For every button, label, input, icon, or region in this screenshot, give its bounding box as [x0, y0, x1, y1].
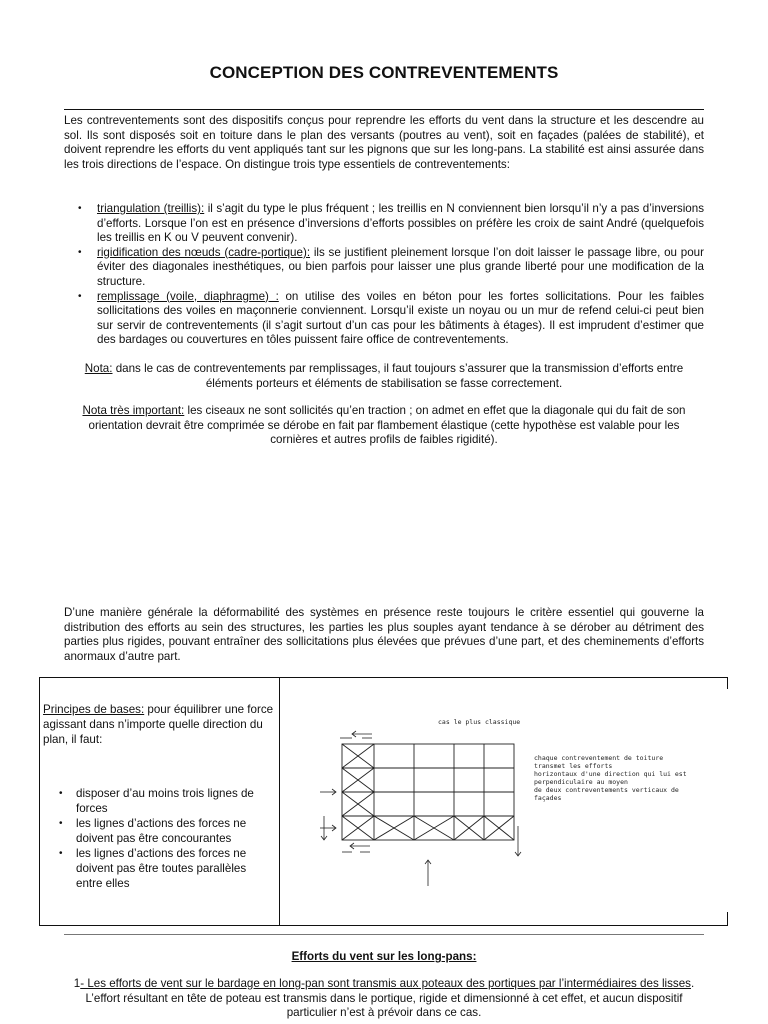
section-title: Efforts du vent sur les long-pans: — [291, 950, 477, 963]
page-title: CONCEPTION DES CONTREVENTEMENTS — [209, 63, 559, 82]
list-item — [64, 290, 704, 348]
bracing-grid — [342, 744, 514, 840]
nota-paragraph — [64, 362, 704, 391]
bullet-text: ils se justifient pleinement lorsque l’on doit laisser le passage libre, ou pour éviter des diagonales inesthétiques, ou bien parfois pour laisser une plus grande liberté pour une modification de la structure. — [97, 245, 704, 288]
deformability-paragraph: D’une manière générale la déformabilité des systèmes en présence reste toujours le critère essentiel qui gouverne la distribution des efforts au sein des structures, les parties les plus souples ayant tendance à se dérober au détriment des parties plus rigides, pouvant entraîner des sollicitations plus élevées que prévues d’une part, et des cheminements d’efforts anormaux d’autre part. — [64, 606, 704, 663]
intro-paragraph: Les contreventements sont des dispositifs conçus pour reprendre les efforts du vent dans la structure et les descendre au sol. Ils sont disposés soit en toiture dans le plan des versants (poutres au vent), soit en façades (palées de stabilité), et doivent reprendre les efforts du vent appliqués tant sur les pignons que sur les long-pans. La stabilité est ainsi assurée dans les trois directions de l’espace. On distingue trois type essentiels de contreventements: — [64, 114, 704, 171]
bullet-term: triangulation (treillis): — [97, 202, 205, 215]
diagram-caption: cas le plus classique — [438, 718, 521, 726]
list-item: • les lignes d’actions des forces ne doivent pas être toutes parallèles entre elles — [43, 846, 275, 891]
paragraph-underlined: - Les efforts de vent sur le bardage en long-pan sont transmis aux poteaux des portiques par l’intermédiaires des lisses — [80, 977, 691, 990]
list-item: • disposer d’au moins trois lignes de forces — [43, 786, 275, 816]
principles-label: Principes de bases: — [43, 703, 145, 716]
paragraph-number: 1 — [73, 977, 81, 990]
arrow-right-icon — [320, 789, 336, 831]
bracing-diagram — [290, 700, 722, 900]
long-pan-paragraph — [64, 977, 704, 1021]
arrow-up-icon — [425, 860, 431, 886]
principles-text: pour équilibrer une force agissant dans n’importe quelle direction du plan, il faut: — [43, 703, 274, 746]
bullet-term: rigidification des nœuds (cadre-portique): — [97, 245, 311, 259]
list-item: • les lignes d’actions des forces ne doivent pas être concourantes — [43, 816, 275, 846]
diagram-note-line: perpendiculaire au moyen — [534, 778, 628, 786]
diagram-note-line: chaque contreventement de toiture — [534, 754, 664, 762]
table-top-border — [280, 677, 728, 678]
table-right-border-bottom — [727, 912, 728, 926]
section-divider — [64, 934, 704, 935]
arrow-left-icon — [342, 843, 370, 852]
table-bottom-border — [280, 925, 728, 926]
paragraph-text: . L’effort résultant en tête de poteau est transmis dans le portique, rigide et dimensionné à cet effet, et aucun dispositif particulier n’est à prévoir dans ce cas. — [85, 977, 695, 1020]
diagram-note-line: de deux contreventements verticaux de — [534, 786, 679, 794]
list-item — [64, 202, 704, 246]
principles-intro — [43, 702, 275, 747]
diagram-note — [534, 754, 687, 802]
bracing-types-list — [64, 202, 704, 348]
bullet-text: il s’agit du type le plus fréquent ; les treillis en N conviennent bien lorsqu’il n’y a pas d’inversions d’efforts. Lorsque l’on est en présence d’inversions d’efforts possibles on préfère les croix de saint André (quelquefois les treillis en K ou V peuvent convenir). — [97, 202, 704, 245]
diagram-note-line: transmet les efforts — [534, 762, 613, 770]
list-item — [64, 246, 704, 290]
diagram-note-line: horizontaux d'une direction qui lui est — [534, 770, 687, 778]
title-divider — [64, 109, 704, 110]
bullet-term: remplissage (voile, diaphragme) : — [97, 289, 279, 303]
nota-important-label: Nota très important: — [82, 404, 185, 417]
nota-text: dans le cas de contreventements par remplissages, il faut toujours s’assurer que la transmission d’efforts entre éléments porteurs et éléments de stabilisation se fasse correctement. — [112, 362, 684, 390]
principles-cell — [39, 677, 280, 926]
table-right-border-top — [727, 677, 728, 689]
principles-list — [43, 786, 275, 891]
nota-label: Nota: — [84, 362, 113, 375]
nota-important-paragraph — [64, 404, 704, 448]
bullet-text: on utilise des voiles en béton pour les fortes sollicitations. Pour les faibles sollicitations des voiles en maçonnerie conviennent. Lorsqu’il existe un noyau ou un mur de refend celui-ci peut bien sur servir de contreventements (il s’agit surtout d’un cas pour les bâtiments à étages). Il est imprudent d’estimer que des bardages ou couvertures en tôles puissent faire office de contreventements. — [97, 289, 704, 347]
nota-important-text: les ciseaux ne sont sollicités qu’en traction ; on admet en effet que la diagonale qui du fait de son orientation devrait être comprimée se dérobe en fait par flambement élastique (cette hypothèse est valable pour les cornières et autres profils de faibles rigidité). — [88, 404, 686, 447]
arrow-left-icon — [340, 731, 372, 738]
diagram-note-line: façades — [534, 794, 562, 802]
